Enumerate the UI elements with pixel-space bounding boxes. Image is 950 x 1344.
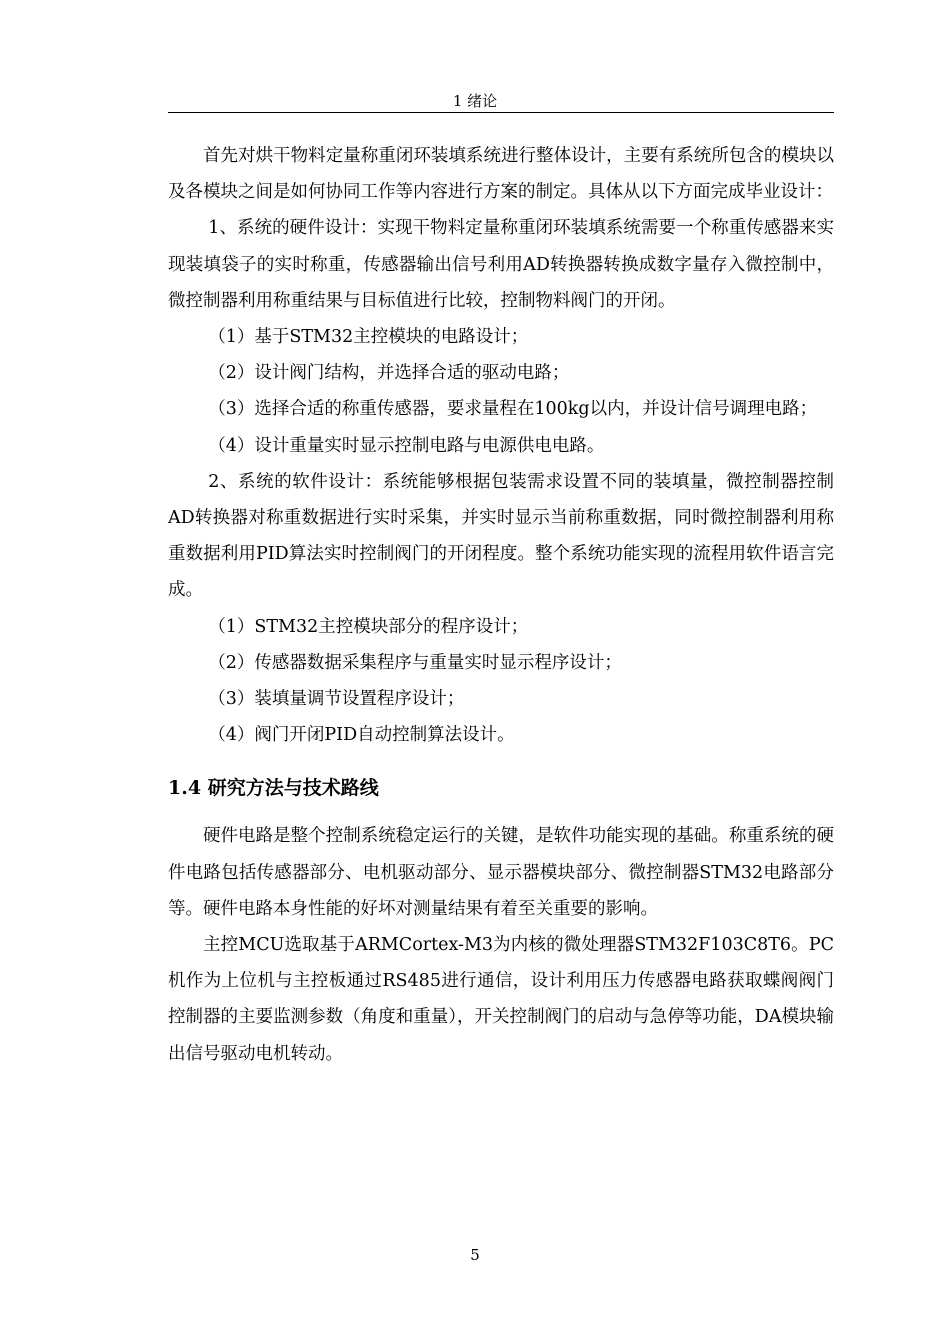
list-item-hardware-4: （4）设计重量实时显示控制电路与电源供电电路。 [208,435,605,456]
list-item-hardware-2: （2）设计阀门结构，并选择合适的驱动电路； [208,363,570,384]
list-item-software-4: （4）阀门开闭PID自动控制算法设计。 [208,725,515,746]
list-item-hardware-1: （1）基于STM32主控模块的电路设计； [208,327,529,348]
page-number: 5 [470,1246,480,1264]
section-heading [168,773,834,803]
list-item-software-3: （3）装填量调节设置程序设计； [208,689,465,710]
list-item-software-1: （1）STM32主控模块部分的程序设计； [208,616,529,637]
paragraph-hardware-design: 1、系统的硬件设计：实现干物料定量称重闭环装填系统需要一个称重传感器来实现装填袋子的实时称重，传感器输出信号利用AD转换器转换成数字量存入微控制中，微控制器利用称重结果与目标值进行比较，控制物料阀门的开闭。 [168,218,834,311]
header-rule [168,112,834,113]
page-header: 1 绪论 [452,92,498,110]
paragraph-main-mcu: 主控MCU选取基于ARMCortex-M3为内核的微处理器STM32F103C8T6。PC机作为上位机与主控板通过RS485进行通信，设计利用压力传感器电路获取蝶阀阀门控制器的主要监测参数（角度和重量），开关控制阀门的启动与急停等功能，DA模块输出信号驱动电机转动。 [168,935,834,1064]
paragraph-hardware-circuit: 硬件电路是整个控制系统稳定运行的关键，是软件功能实现的基础。称重系统的硬件电路包括传感器部分、电机驱动部分、显示器模块部分、微控制器STM32电路部分等。硬件电路本身性能的好坏对测量结果有着至关重要的影响。 [168,826,834,919]
list-item-software-2: （2）传感器数据采集程序与重量实时显示程序设计； [208,652,622,673]
paragraph-software-design: 2、系统的软件设计：系统能够根据包装需求设置不同的装填量，微控制器控制AD转换器对称重数据进行实时采集，并实时显示当前称重数据，同时微控制器利用称重数据利用PID算法实时控制阀门的开闭程度。整个系统功能实现的流程用软件语言完成。 [168,471,834,601]
section-number: 1.4 [168,777,202,800]
paragraph-overall-design: 首先对烘干物料定量称重闭环装填系统进行整体设计，主要有系统所包含的模块以及各模块之间是如何协同工作等内容进行方案的制定。具体从以下方面完成毕业设计： [168,146,834,203]
list-item-hardware-3: （3）选择合适的称重传感器，要求量程在100kg以内，并设计信号调理电路； [208,399,818,420]
section-title: 研究方法与技术路线 [207,777,379,800]
page-body [168,138,834,1072]
